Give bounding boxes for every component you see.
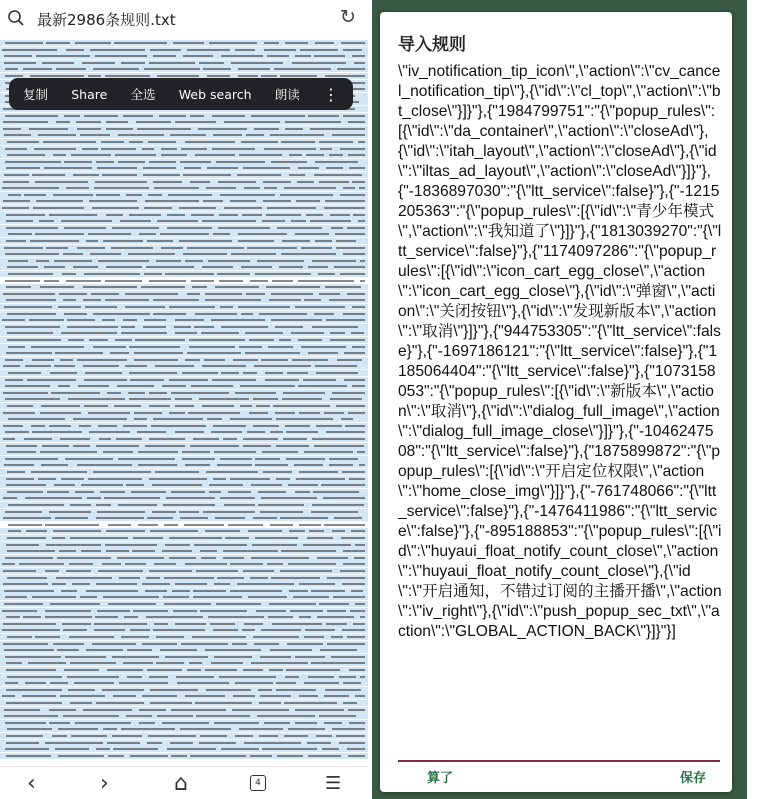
text-line [0,205,368,211]
text-line [0,647,368,653]
text-line [0,390,368,396]
rules-text-field[interactable] [398,62,722,762]
text-line [0,317,368,323]
text-line [0,482,368,488]
text-line [0,132,368,138]
text-line [0,139,368,145]
text-line [0,641,368,647]
rules-text[interactable]: \"iv_notification_tip_icon\",\"action\":\"cv_cancel_notification_tip\"},{\"id\":\"cl_top\",\"action\":\"bt_close\"}]}"},{"1984799751":"{\"popup_rules\":[{\"id\":\"da_container\",\"action\":\"closeAd\"},{\"id\":\"itah_layout\",\"action\":\"closeAd\"},{\"id\":\"iltas_ad_layout\",\"action\":\"closeAd\"}]}"},{"-1836897030":"{\"ltt_service\":false}"},{"-1215205363":"{\"popup_rules\":[{\"id\":\"青少年模式\",\"action\":\"我知道了\"}]}"},{"1813039270":"{\"ltt_service\":false}"},{"1174097286":"{\"popup_rules\":[{\"id\":\"icon_cart_egg_close\",\"action\":\"icon_cart_egg_close\"},{\"id\":\"弹窗\",\"action\":\"关闭按钮\"},{\"id\":\"发现新版本\",\"action\":\"取消\"}]}"},{"944753305":"{\"ltt_service\":false}"},{"-1697186121":"{\"ltt_service\":false}"},{"1185064404":"{\"ltt_service\":false}"},{"1073158053":"{\"popup_rules\":[{\"id\":\"新版本\",\"action\":\"取消\"},{\"id\":\"dialog_full_image\",\"action\":\"dialog_full_image_close\"}]}"},{"-1046247508":"{\"ltt_service\":false}"},{"1875899872":"{\"popup_rules\":[{\"id\":\"开启定位权限\",\"action\":\"home_close_img\"}]}"},{"-761748066":"{\"ltt_service\":false}"},{"-1476411986":"{\"ltt_service\":false}"},{"-895188853":"{\"popup_rules\":[{\"id\":\"huyaui_float_notify_count_close\",\"action\":\"huyaui_float_notify_count_close\"},{\"id\":\"开启通知，不错过订阅的主播开播\",\"action\":\"iv_right\"},{\"id\":\"push_popup_sec_txt\",\"action\":\"GLOBAL_ACTION_BACK\"}]}"}] [398,63,722,640]
text-line [0,53,368,59]
text-line [0,555,368,561]
import-screen-backdrop [372,0,747,799]
text-field-underline [398,760,720,762]
text-line [0,627,368,633]
text-line [0,707,368,713]
text-line [0,489,368,495]
text-line [0,146,368,152]
text-line [0,403,368,409]
text-line [0,680,368,686]
text-line [0,291,368,297]
text-line [0,152,368,158]
text-line [0,66,368,72]
tabs-count-button[interactable]: 4 [250,775,266,791]
text-line [0,126,368,132]
file-title[interactable]: 最新2986条规则.txt [37,11,176,29]
back-icon[interactable]: ‹ [27,771,36,796]
text-line [0,165,368,171]
text-line [0,245,368,251]
text-line [0,278,368,284]
text-line [0,469,368,475]
text-line [0,304,368,310]
text-line [0,449,368,455]
text-line [0,687,368,693]
search-icon[interactable] [7,9,25,27]
text-line [0,311,368,317]
text-line [0,119,368,125]
text-line [0,350,368,356]
text-line [0,443,368,449]
text-line [0,159,368,165]
text-line [0,535,368,541]
text-line [0,179,368,185]
menu-icon[interactable]: ☰ [325,773,342,794]
text-line [0,258,368,264]
home-icon[interactable]: ⌂ [174,771,188,796]
text-line [0,515,368,521]
text-line [0,429,368,435]
text-line [0,654,368,660]
text-line [0,700,368,706]
text-line [0,726,368,732]
text-line [0,528,368,534]
text-line [0,264,368,270]
text-line [0,172,368,178]
text-line [0,60,368,66]
text-line [0,608,368,614]
text-line [0,251,368,257]
text-line [0,410,368,416]
text-line [0,337,368,343]
text-line [0,198,368,204]
text-line [0,396,368,402]
save-button[interactable]: 保存 [680,771,707,786]
text-line [0,297,368,303]
text-line [0,436,368,442]
text-line [0,746,368,752]
text-line [0,575,368,581]
text-line [0,456,368,462]
text-line [0,47,368,53]
text-line [0,581,368,587]
text-line [0,634,368,640]
text-line [0,271,368,277]
text-line [0,40,368,46]
text-line [0,568,368,574]
text-line [0,594,368,600]
text-line [0,370,368,376]
text-selection-menu [9,78,353,110]
text-line [0,495,368,501]
reload-icon[interactable]: ↻ [340,6,356,28]
text-line [0,667,368,673]
text-line [0,462,368,468]
text-line [0,238,368,244]
import-rules-dialog [380,12,732,792]
text-line [0,212,368,218]
text-line [0,502,368,508]
more-vert-icon[interactable]: ⋮ [322,84,339,104]
text-line [0,674,368,680]
text-line [0,542,368,548]
text-line [0,330,368,336]
menu-copy[interactable]: 复制 [23,87,49,102]
text-line [0,733,368,739]
forward-icon[interactable]: › [100,771,109,796]
text-line [0,218,368,224]
bottom-nav-bar [0,766,368,799]
cancel-button[interactable]: 算了 [427,771,454,786]
text-line [0,476,368,482]
text-line [0,423,368,429]
browser-toolbar [0,0,368,40]
text-line [0,522,368,528]
text-line [0,720,368,726]
text-line [0,344,368,350]
text-line [0,357,368,363]
menu-web-search[interactable]: Web search [178,86,252,102]
menu-read-aloud[interactable]: 朗读 [274,87,300,102]
text-line [0,192,368,198]
text-line [0,284,368,290]
text-line [0,377,368,383]
text-line [0,561,368,567]
text-line [0,588,368,594]
menu-select-all[interactable]: 全选 [130,87,156,102]
text-line [0,363,368,369]
edge-strip [751,0,780,799]
menu-share[interactable]: Share [71,86,108,102]
text-line [0,614,368,620]
text-line [0,660,368,666]
text-line [0,601,368,607]
text-line [0,113,368,119]
text-line [0,753,368,759]
text-line [0,383,368,389]
text-line [0,416,368,422]
text-line [0,693,368,699]
text-line [0,548,368,554]
text-line [0,324,368,330]
text-line [0,225,368,231]
text-line [0,185,368,191]
text-line [0,509,368,515]
text-line [0,740,368,746]
selected-text-area[interactable] [0,40,368,762]
text-line [0,231,368,237]
text-line [0,621,368,627]
dialog-title: 导入规则 [398,35,466,55]
text-line [0,713,368,719]
browser-panel [0,0,368,799]
